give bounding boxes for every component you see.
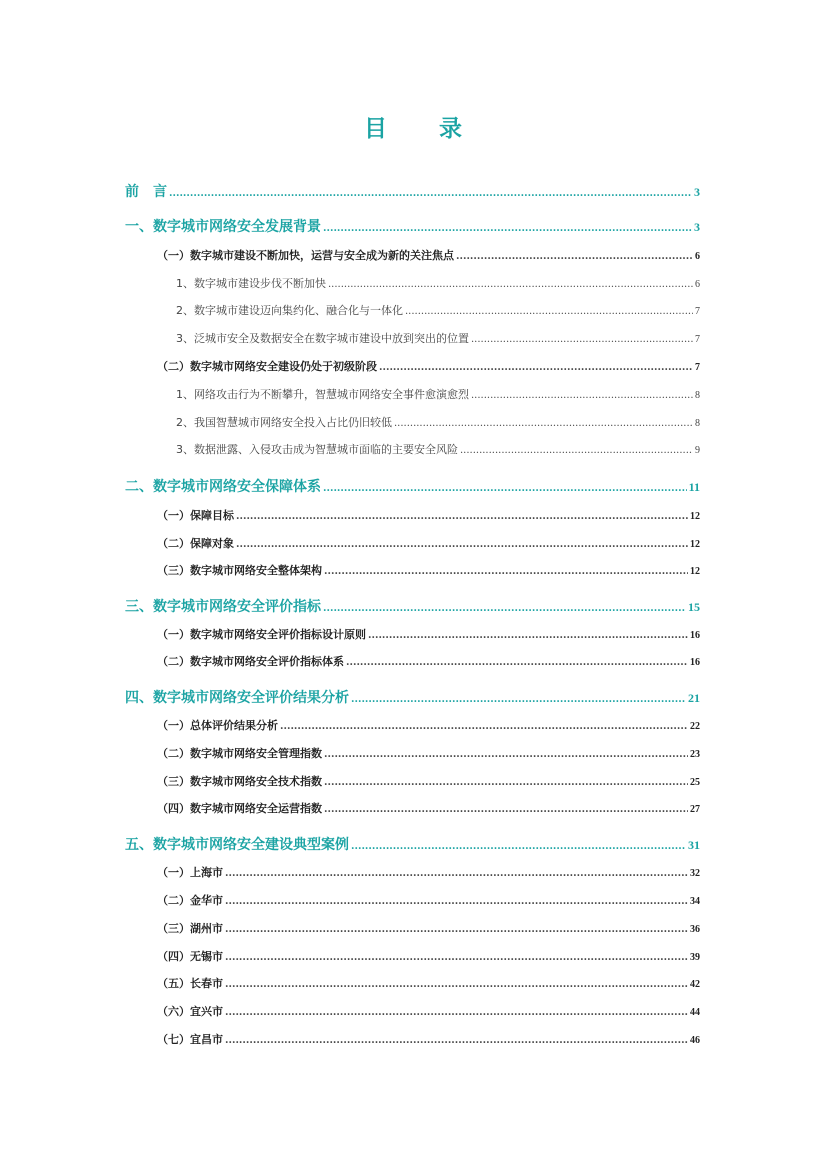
toc-entry[interactable] bbox=[125, 596, 700, 616]
dot-leader bbox=[323, 603, 686, 614]
toc-entry[interactable] bbox=[157, 920, 700, 936]
toc-entry-page: 3 bbox=[694, 220, 700, 234]
toc-entry-label: （二）数字城市网络安全建设仍处于初级阶段 bbox=[157, 360, 377, 373]
toc-entry[interactable] bbox=[176, 386, 700, 402]
toc-entry-label: 五、数字城市网络安全建设典型案例 bbox=[125, 837, 349, 853]
toc-entry[interactable] bbox=[157, 626, 700, 642]
toc-entry[interactable] bbox=[157, 1003, 700, 1019]
dot-leader bbox=[225, 1007, 688, 1018]
toc-entry-label: （三）数字城市网络安全整体架构 bbox=[157, 564, 322, 577]
toc-entry[interactable] bbox=[157, 948, 700, 964]
dot-leader bbox=[225, 979, 688, 990]
toc-entry-page: 15 bbox=[688, 600, 700, 614]
toc-entry-page: 12 bbox=[690, 539, 700, 550]
dot-leader bbox=[460, 445, 693, 456]
dot-leader bbox=[324, 777, 688, 788]
toc-entry-label: （一）数字城市网络安全评价指标设计原则 bbox=[157, 628, 366, 641]
toc-entry[interactable] bbox=[176, 441, 700, 457]
toc-entry-page: 12 bbox=[690, 511, 700, 522]
dot-leader bbox=[328, 279, 693, 290]
toc-entry[interactable] bbox=[157, 358, 700, 374]
toc-entry[interactable] bbox=[125, 216, 700, 236]
toc-entry[interactable] bbox=[176, 330, 700, 346]
dot-leader bbox=[225, 924, 688, 935]
dot-leader bbox=[236, 511, 688, 522]
toc-entry[interactable] bbox=[157, 507, 700, 523]
toc-entry[interactable] bbox=[157, 562, 700, 578]
toc-entry-page: 6 bbox=[695, 279, 700, 290]
toc-entry-page: 36 bbox=[690, 924, 700, 935]
toc-entry-label: 一、数字城市网络安全发展背景 bbox=[125, 219, 321, 235]
toc-entry[interactable] bbox=[157, 864, 700, 880]
toc-entry-label: （二）保障对象 bbox=[157, 537, 234, 550]
toc-entry-page: 7 bbox=[695, 334, 700, 345]
dot-leader bbox=[368, 630, 688, 641]
toc-entry[interactable] bbox=[157, 535, 700, 551]
toc-entry[interactable] bbox=[157, 247, 700, 263]
toc-entry-page: 22 bbox=[690, 721, 700, 732]
toc-entry[interactable] bbox=[125, 476, 700, 496]
dot-leader bbox=[236, 539, 688, 550]
toc-entry-page: 32 bbox=[690, 868, 700, 879]
dot-leader bbox=[351, 841, 686, 852]
toc-entry-label: （二）数字城市网络安全管理指数 bbox=[157, 747, 322, 760]
toc-entry-label: （一）保障目标 bbox=[157, 509, 234, 522]
toc-entry-label: 1、数字城市建设步伐不断加快 bbox=[176, 277, 326, 290]
dot-leader bbox=[324, 804, 688, 815]
toc-entry-page: 23 bbox=[690, 749, 700, 760]
toc-entry[interactable] bbox=[157, 717, 700, 733]
dot-leader bbox=[394, 418, 693, 429]
dot-leader bbox=[405, 306, 693, 317]
dot-leader bbox=[471, 334, 693, 345]
toc-entry-label: 四、数字城市网络安全评价结果分析 bbox=[125, 690, 349, 706]
toc-entry[interactable] bbox=[176, 302, 700, 318]
toc-entry[interactable] bbox=[157, 1031, 700, 1047]
toc-entry[interactable] bbox=[157, 653, 700, 669]
toc-entry[interactable] bbox=[157, 892, 700, 908]
toc-entry[interactable] bbox=[125, 687, 700, 707]
dot-leader bbox=[323, 223, 692, 234]
toc-entry-page: 11 bbox=[688, 480, 700, 494]
toc-entry-label: （一）总体评价结果分析 bbox=[157, 719, 278, 732]
toc-entry-label: 2、我国智慧城市网络安全投入占比仍旧较低 bbox=[176, 416, 392, 429]
toc-entry-label: 2、数字城市建设迈向集约化、融合化与一体化 bbox=[176, 304, 403, 317]
toc-entry-label: （七）宜昌市 bbox=[157, 1033, 223, 1046]
toc-entry[interactable] bbox=[157, 773, 700, 789]
dot-leader bbox=[471, 390, 693, 401]
dot-leader bbox=[225, 868, 688, 879]
toc-entry-page: 42 bbox=[690, 979, 700, 990]
dot-leader bbox=[225, 896, 688, 907]
toc-entry-label: （四）无锡市 bbox=[157, 950, 223, 963]
toc-entry-page: 27 bbox=[690, 804, 700, 815]
toc-entry[interactable] bbox=[125, 834, 700, 854]
toc-entry-page: 16 bbox=[690, 630, 700, 641]
dot-leader bbox=[379, 362, 693, 373]
toc-entry[interactable] bbox=[176, 414, 700, 430]
toc-entry-label: 1、网络攻击行为不断攀升，智慧城市网络安全事件愈演愈烈 bbox=[176, 388, 469, 401]
toc-entry-label: 3、泛城市安全及数据安全在数字城市建设中放到突出的位置 bbox=[176, 332, 469, 345]
toc-entry-label: 三、数字城市网络安全评价指标 bbox=[125, 599, 321, 615]
dot-leader bbox=[456, 251, 693, 262]
toc-entry-page: 6 bbox=[695, 251, 700, 262]
toc-entry-page: 3 bbox=[694, 185, 700, 199]
toc-entry-page: 39 bbox=[690, 952, 700, 963]
dot-leader bbox=[225, 952, 688, 963]
toc-entry-page: 34 bbox=[690, 896, 700, 907]
toc-entry-label: （二）数字城市网络安全评价指标体系 bbox=[157, 655, 344, 668]
toc-entry-label: （一）数字城市建设不断加快，运营与安全成为新的关注焦点 bbox=[157, 249, 454, 262]
dot-leader bbox=[280, 721, 688, 732]
dot-leader bbox=[346, 657, 688, 668]
toc-entry-page: 12 bbox=[690, 566, 700, 577]
toc-entry-label: （二）金华市 bbox=[157, 894, 223, 907]
toc-entry[interactable] bbox=[157, 745, 700, 761]
toc-entry-label: （一）上海市 bbox=[157, 866, 223, 879]
page-title: 目 录 bbox=[363, 116, 484, 142]
toc-entry[interactable] bbox=[157, 800, 700, 816]
toc-entry-label: 前 言 bbox=[125, 184, 167, 200]
toc-entry[interactable] bbox=[157, 975, 700, 991]
toc-entry-page: 21 bbox=[688, 691, 700, 705]
toc-entry[interactable] bbox=[125, 181, 700, 201]
toc-entry-label: （五）长春市 bbox=[157, 977, 223, 990]
toc-entry-page: 44 bbox=[690, 1007, 700, 1018]
toc-entry-label: （四）数字城市网络安全运营指数 bbox=[157, 802, 322, 815]
dot-leader bbox=[169, 188, 692, 199]
toc-entry-page: 46 bbox=[690, 1035, 700, 1046]
toc-entry-label: 3、数据泄露、入侵攻击成为智慧城市面临的主要安全风险 bbox=[176, 443, 458, 456]
toc-entry-page: 7 bbox=[695, 362, 700, 373]
dot-leader bbox=[351, 694, 686, 705]
toc-entry-page: 8 bbox=[695, 390, 700, 401]
toc-entry-label: （三）湖州市 bbox=[157, 922, 223, 935]
toc-entry[interactable] bbox=[176, 275, 700, 291]
toc-entry-label: （三）数字城市网络安全技术指数 bbox=[157, 775, 322, 788]
toc-entry-page: 31 bbox=[688, 838, 700, 852]
toc-entry-label: 二、数字城市网络安全保障体系 bbox=[125, 479, 321, 495]
dot-leader bbox=[225, 1035, 688, 1046]
toc-entry-label: （六）宜兴市 bbox=[157, 1005, 223, 1018]
toc-entry-page: 8 bbox=[695, 418, 700, 429]
toc-entry-page: 7 bbox=[695, 306, 700, 317]
dot-leader bbox=[324, 566, 688, 577]
dot-leader bbox=[323, 483, 687, 494]
toc-entry-page: 16 bbox=[690, 657, 700, 668]
toc-entry-page: 25 bbox=[690, 777, 700, 788]
toc-entry-page: 9 bbox=[695, 445, 700, 456]
dot-leader bbox=[324, 749, 688, 760]
